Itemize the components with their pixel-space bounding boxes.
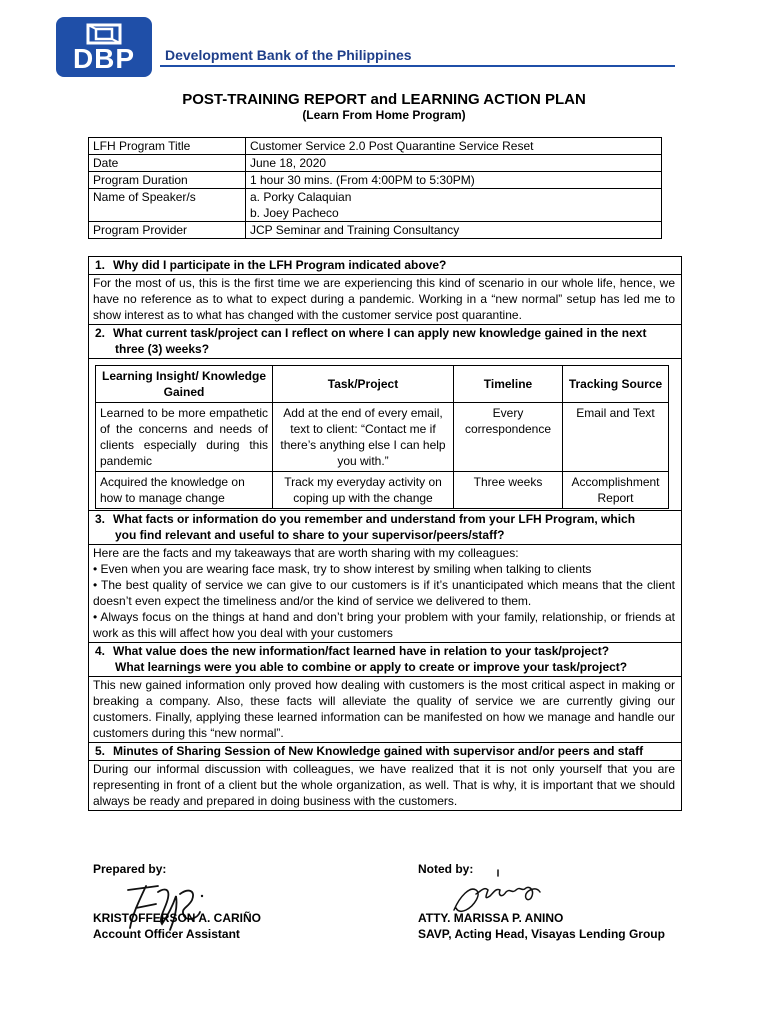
col-header-task: Task/Project — [273, 366, 454, 403]
report-sections — [88, 256, 682, 811]
answer-1: For the most of us, this is the first time we are experiencing this kind of scenario in our whole life, hence, we have no reference as to what to expect during a pandemic. Working in a “new normal” setup has led me to show interest as to what has changed with the customer service post quarantine. — [89, 275, 681, 325]
dbp-emblem-icon — [84, 23, 124, 45]
answer-3 — [89, 545, 681, 643]
preparer-signature — [118, 878, 208, 934]
noted-name: ATTY. MARISSA P. ANINO — [418, 911, 564, 925]
takeaway-bullet: • Always focus on the things at hand and don’t bring your problem with your family, relationship, or friends at work as this will affect how you deal with your customers — [93, 610, 675, 640]
question-number: 2. — [95, 326, 106, 340]
info-label: Date — [89, 155, 246, 172]
preparer-title: Account Officer Assistant — [93, 927, 240, 941]
info-row-provider — [89, 222, 662, 239]
question-number: 1. — [95, 258, 106, 272]
takeaway-bullet: • Even when you are wearing face mask, try to show interest by smiling when talking to clients — [93, 562, 592, 576]
plan-cell-task: Track my everyday activity on coping up with the change — [273, 472, 454, 509]
header-divider — [160, 65, 675, 67]
plan-cell-tracking: Email and Text — [563, 403, 669, 472]
info-value: JCP Seminar and Training Consultancy — [246, 222, 662, 239]
preparer-name: KRISTOFFERSON A. CARIÑO — [93, 911, 262, 925]
col-header-timeline: Timeline — [454, 366, 563, 403]
plan-cell-timeline: Three weeks — [454, 472, 563, 509]
noted-title: SAVP, Acting Head, Visayas Lending Group — [418, 927, 665, 941]
plan-row — [96, 403, 669, 472]
col-header-tracking: Tracking Source — [563, 366, 669, 403]
document-subtitle: (Learn From Home Program) — [302, 108, 466, 122]
speaker-b: b. Joey Pacheco — [250, 206, 339, 220]
plan-header-row — [96, 366, 669, 403]
action-plan-table — [95, 365, 669, 509]
info-row-speakers — [89, 189, 662, 222]
question-text: What value does the new information/fact learned have in relation to your task/project? — [113, 644, 610, 658]
question-text: Minutes of Sharing Session of New Knowledge gained with supervisor and/or peers and staff — [113, 744, 644, 758]
info-value: Customer Service 2.0 Post Quarantine Service Reset — [246, 138, 662, 155]
program-info-table — [88, 137, 662, 239]
question-text: Why did I participate in the LFH Program indicated above? — [113, 258, 447, 272]
answer-intro: Here are the facts and my takeaways that are worth sharing with my colleagues: — [93, 546, 519, 560]
info-value — [246, 189, 662, 222]
plan-cell-insight: Acquired the knowledge on how to manage change — [96, 472, 273, 509]
plan-cell-tracking: Accomplishment Report — [563, 472, 669, 509]
speaker-a: a. Porky Calaquian — [250, 190, 352, 204]
question-text: What facts or information do you remember and understand from your LFH Program, which — [113, 512, 636, 526]
answer-4: This new gained information only proved how dealing with customers is the most critical aspect in making or breaking a company. Also, these facts will alleviate the quality of service we are currently giving our customers. Finally, applying these learned information can be manifested on how we manage and handle our customers during this “new normal”. — [89, 677, 681, 743]
plan-cell-timeline: Every correspondence — [454, 403, 563, 472]
plan-cell-insight: Learned to be more empathetic of the concerns and needs of clients especially during this pandemic — [96, 403, 273, 472]
question-text: What current task/project can I reflect on where I can apply new knowledge gained in the next — [113, 326, 647, 340]
question-text-cont: you find relevant and useful to share to your supervisor/peers/staff? — [115, 528, 505, 542]
action-plan-wrapper — [89, 359, 681, 511]
plan-cell-task: Add at the end of every email, text to client: “Contact me if there’s anything else I can help you with.” — [273, 403, 454, 472]
question-number: 5. — [95, 744, 106, 758]
noted-by-label: Noted by: — [418, 862, 474, 876]
question-text-cont: What learnings were you able to combine or apply to create or improve your task/project? — [115, 660, 628, 674]
info-row-duration — [89, 172, 662, 189]
bank-name: Development Bank of the Philippines — [165, 47, 412, 63]
dbp-logo — [56, 17, 152, 77]
info-label: Name of Speaker/s — [89, 189, 246, 222]
takeaway-bullet: • The best quality of service we can give to our customers is if it’s unanticipated which means that the client doesn’t even expect the timeliness and/or the kind of service we delivered to them. — [93, 578, 675, 608]
answer-5: During our informal discussion with colleagues, we have realized that it is not only yourself that you are representing in front of a client but the whole organization, as well. That is why, it is important that we should always be ready and prepared in doing business with the customers. — [93, 762, 675, 808]
info-row-title — [89, 138, 662, 155]
question-1 — [89, 257, 681, 275]
prepared-by-label: Prepared by: — [93, 862, 167, 876]
question-4 — [89, 643, 681, 677]
logo-letters: DBP — [72, 43, 136, 74]
info-label: LFH Program Title — [89, 138, 246, 155]
info-label: Program Duration — [89, 172, 246, 189]
document-title: POST-TRAINING REPORT and LEARNING ACTION PLAN — [182, 91, 586, 108]
info-row-date — [89, 155, 662, 172]
question-3 — [89, 511, 681, 545]
info-value: June 18, 2020 — [246, 155, 662, 172]
question-5 — [89, 743, 681, 761]
info-value: 1 hour 30 mins. (From 4:00PM to 5:30PM) — [246, 172, 662, 189]
info-label: Program Provider — [89, 222, 246, 239]
question-text-cont: three (3) weeks? — [115, 342, 210, 356]
question-number: 4. — [95, 644, 106, 658]
col-header-insight: Learning Insight/ Knowledge Gained — [96, 366, 273, 403]
question-number: 3. — [95, 512, 106, 526]
question-2 — [89, 325, 681, 359]
plan-row — [96, 472, 669, 509]
